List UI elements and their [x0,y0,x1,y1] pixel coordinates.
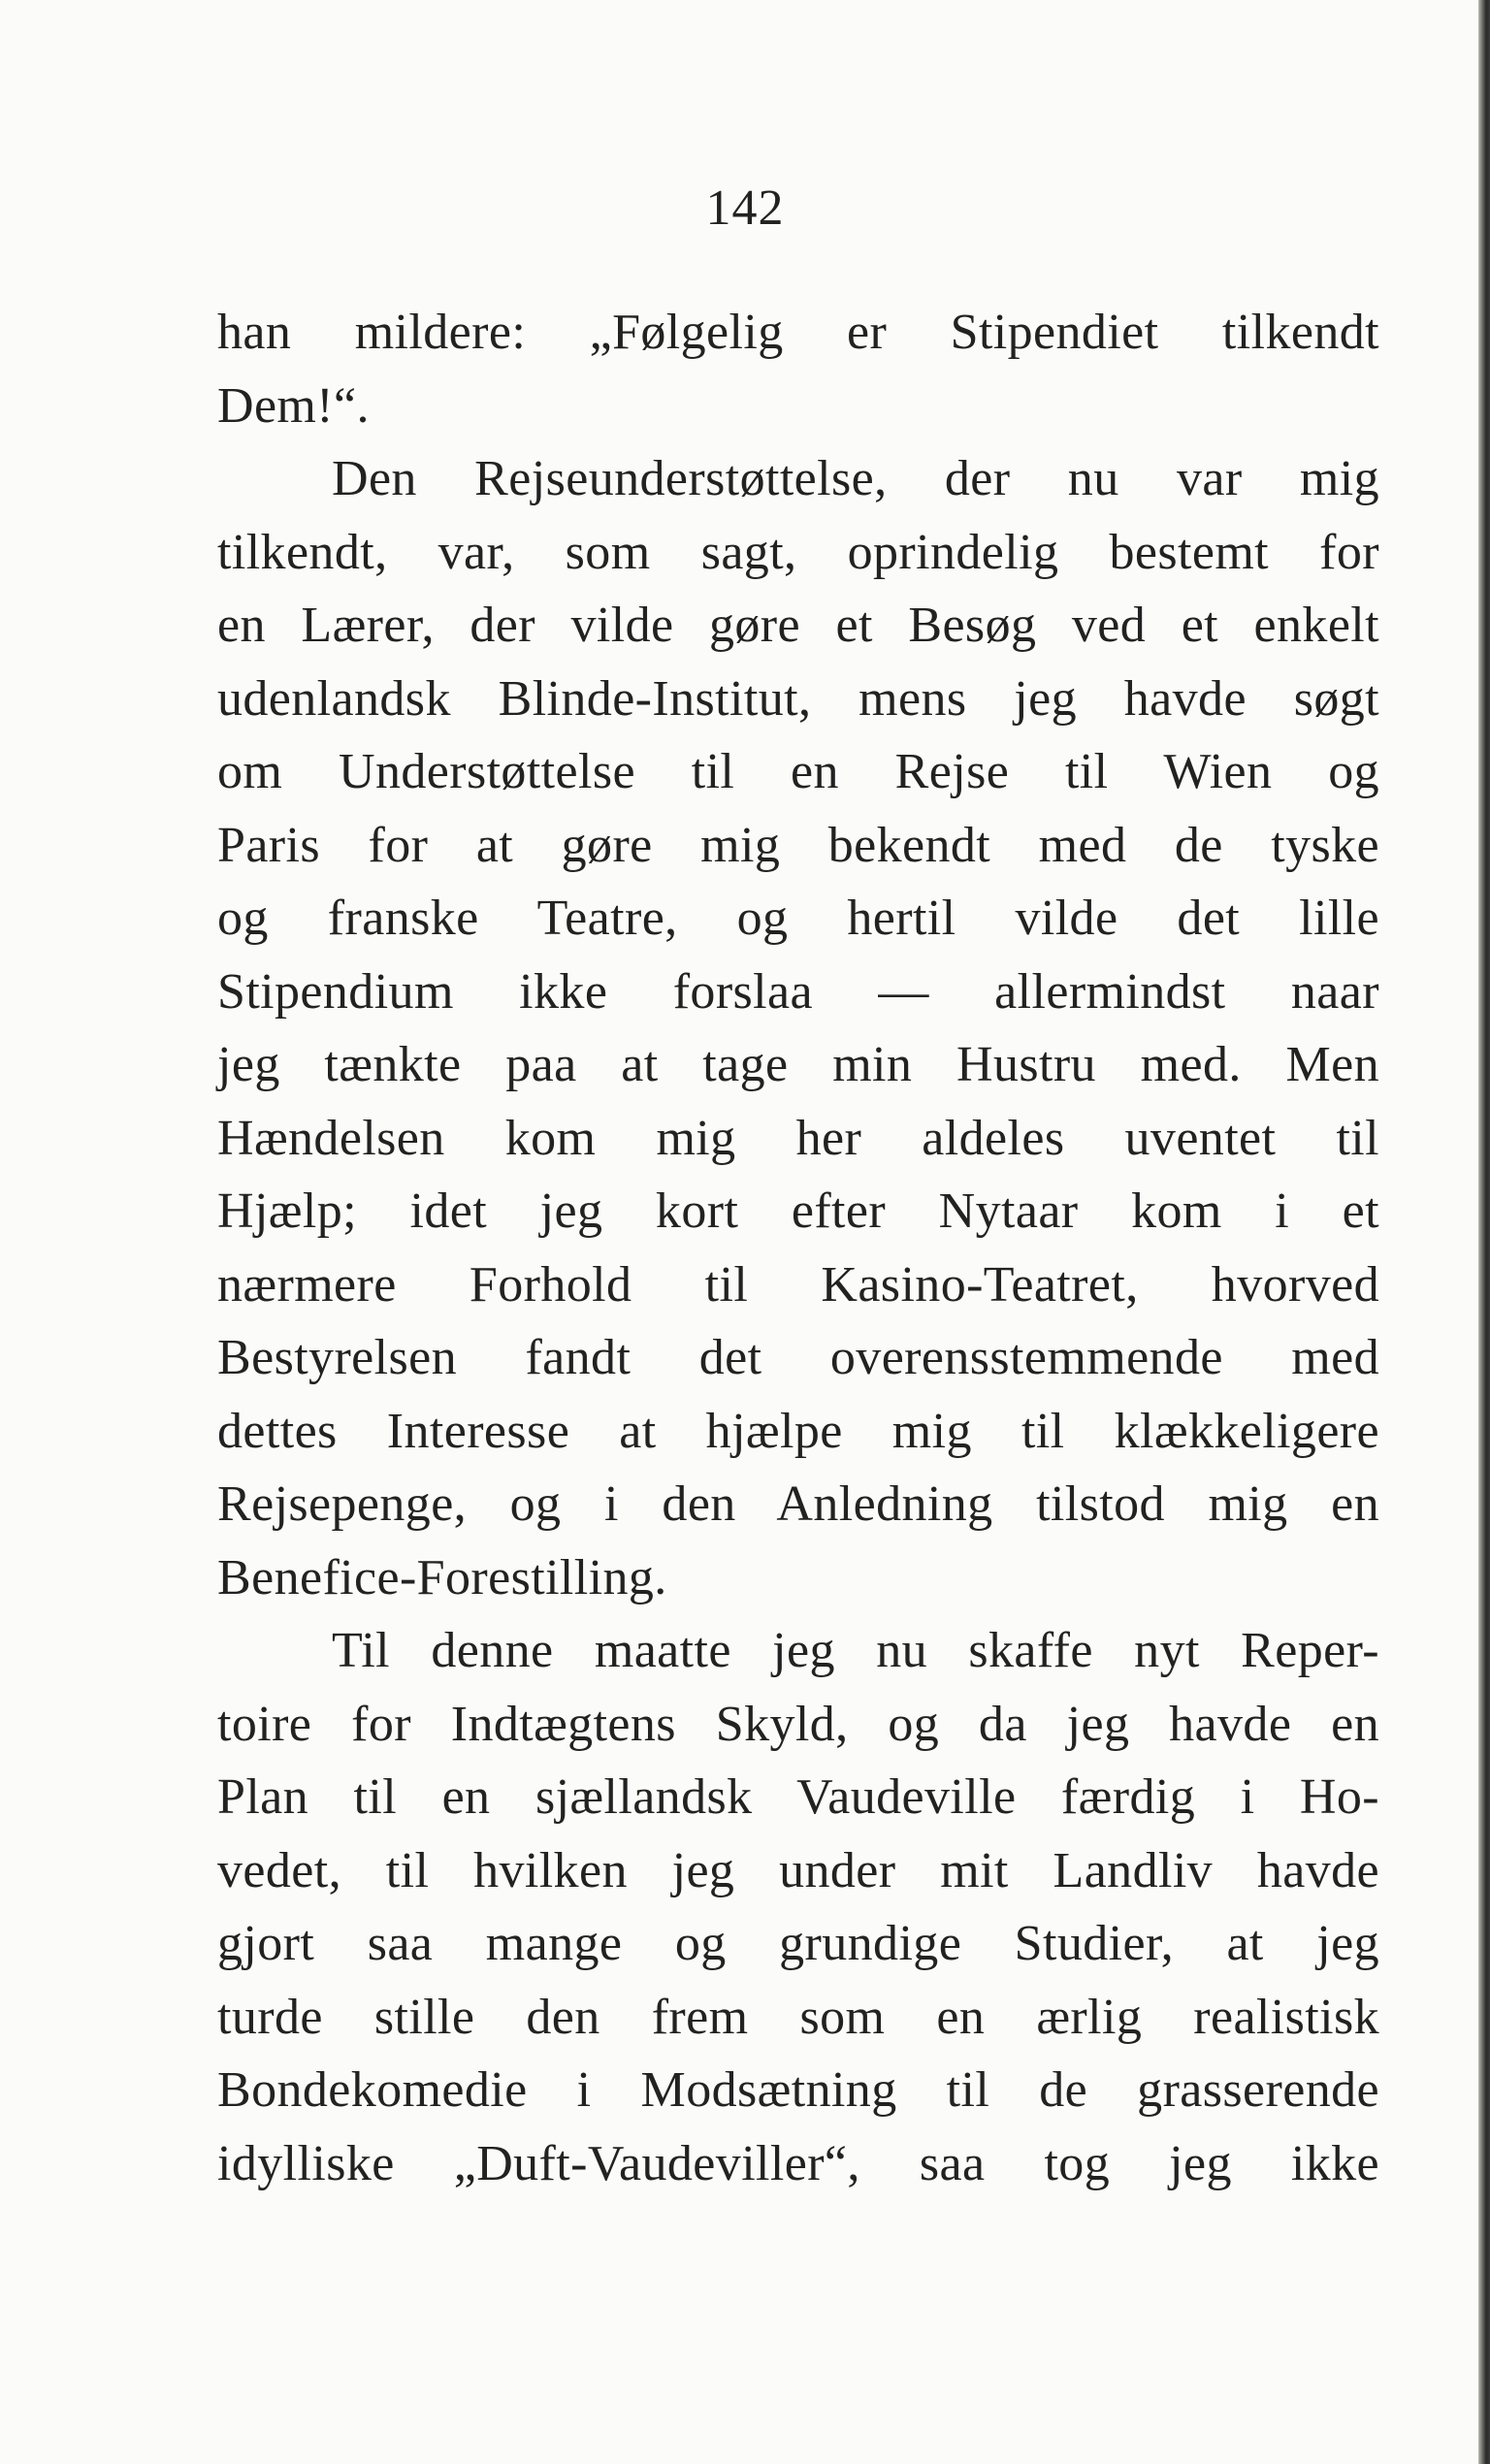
page-number: 142 [705,180,785,236]
body-text [217,296,1379,2200]
text-line: idylliske „Duft-Vaudeviller“, saa tog jeg ikke [217,2135,1379,2191]
text-line: og franske Teatre, og hertil vilde det lille [217,891,1379,946]
text-line: Til denne maatte jeg nu skaffe nyt Reper- [332,1623,1379,1678]
text-line: han mildere: „Følgelig er Stipendiet tilkendt [217,305,1379,360]
text-line: jeg tænkte paa at tage min Hustru med. Men [217,1037,1379,1092]
text-line: Benefice-Forestilling. [217,1549,667,1605]
text-line: toire for Indtægtens Skyld, og da jeg havde en [217,1696,1379,1752]
text-line: Hændelsen kom mig her aldeles uventet til [217,1110,1379,1166]
text-line: Bondekomedie i Modsætning til de grasserende [217,2062,1379,2118]
text-line: udenlandsk Blinde-Institut, mens jeg havde søgt [217,670,1379,727]
text-line: Dem!“. [217,377,370,434]
text-line: vedet, til hvilken jeg under mit Landliv havde [217,1842,1379,1898]
text-line: Stipendium ikke forslaa — allermindst naar [217,963,1379,1020]
page-edge-shadow [1478,0,1490,2464]
text-line: gjort saa mange og grundige Studier, at jeg [217,1916,1379,1971]
text-line: Paris for at gøre mig bekendt med de tyske [217,817,1379,873]
text-line: om Understøttelse til en Rejse til Wien og [217,744,1379,799]
text-line: Hjælp; idet jeg kort efter Nytaar kom i et [217,1183,1379,1239]
text-line: nærmere Forhold til Kasino-Teatret, hvorved [217,1256,1379,1313]
text-line: tilkendt, var, som sagt, oprindelig bestemt for [217,524,1379,580]
text-line: dettes Interesse at hjælpe mig til klækkeligere [217,1403,1379,1459]
text-line: Den Rejseunderstøttelse, der nu var mig [332,451,1379,506]
text-line: turde stille den frem som en ærlig realistisk [217,1989,1379,2045]
text-line: Plan til en sjællandsk Vaudeville færdig i Ho- [217,1769,1379,1825]
text-line: Bestyrelsen fandt det overensstemmende med [217,1330,1379,1385]
text-line: en Lærer, der vilde gøre et Besøg ved et enkelt [217,598,1379,653]
text-line: Rejsepenge, og i den Anledning tilstod mig en [217,1476,1379,1532]
